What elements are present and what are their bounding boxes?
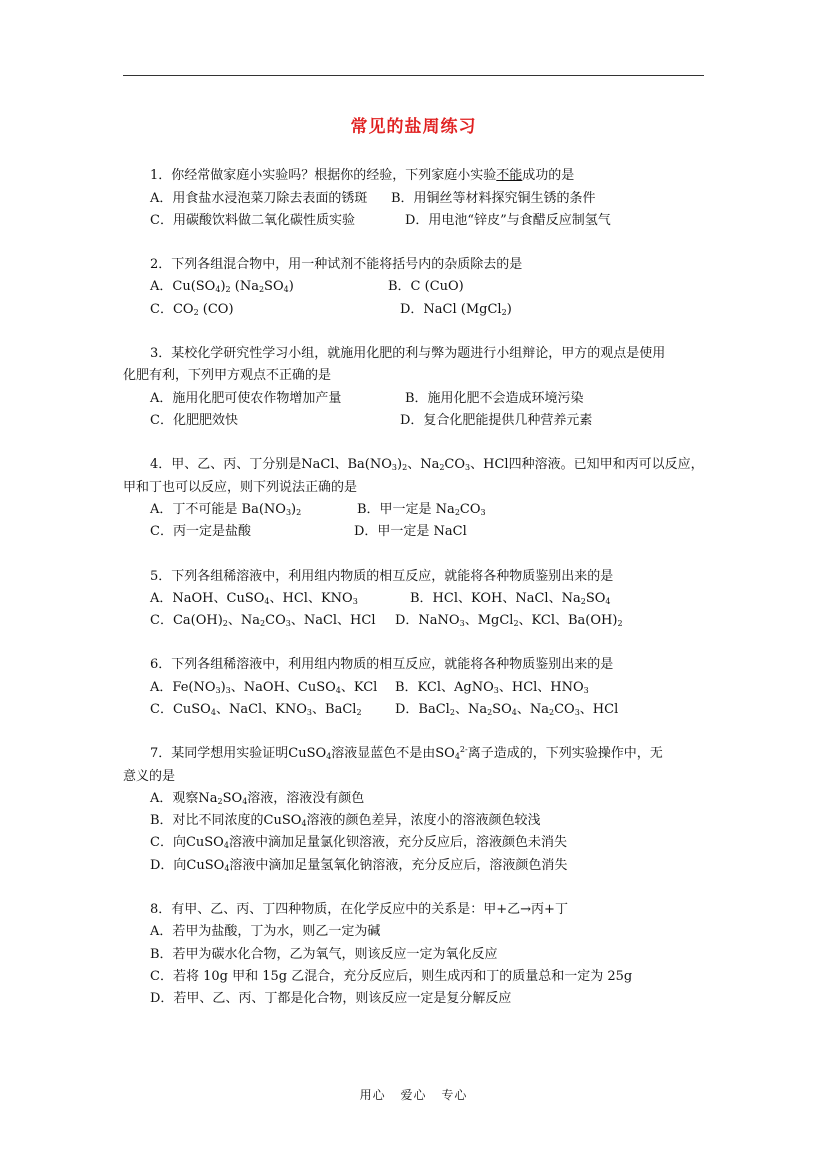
question-4-stem-line-1: 4．甲、乙、丙、丁分别是NaCl、$Ba(NO_3)_2$、$Na_2CO_3$、HCl四种溶液。已知甲和丙可以反应，	[150, 457, 704, 472]
question-4-option-c: C．丙一定是盐酸	[150, 524, 251, 539]
question-4-option-b: B．甲一定是 $Na_2CO_3$	[357, 502, 486, 517]
question-6-option-b: B．KCl、AgNO$_3$、HCl、$HNO_3$	[395, 680, 589, 695]
question-2-option-b: B．C (CuO)	[388, 279, 464, 294]
question-6-option-a: A．$Fe(NO_3)_3$、NaOH、CuSO$_4$、KCl	[150, 680, 378, 695]
footer-word: 专心	[441, 1088, 468, 1102]
question-7-stem-line-1: 7．某同学想用实验证明CuSO$_4$溶液显蓝色不是由$SO_4^{2-}$离子造成的，下列实验操作中，无	[150, 745, 663, 761]
question-3-stem-line-2: 化肥有利，下列甲方观点不正确的是	[123, 368, 332, 383]
header-rule	[123, 75, 704, 76]
question-5-option-d: D．NaNO$_3$、MgCl$_2$、KCl、$Ba(OH)_2$	[395, 613, 623, 628]
question-6-option-c: C．CuSO$_4$、NaCl、$KNO_3$、BaCl$_2$	[150, 702, 362, 717]
question-4-stem-line-2: 甲和丁也可以反应，则下列说法正确的是	[123, 480, 358, 495]
question-5-stem: 5．下列各组稀溶液中，利用组内物质的相互反应，就能将各种物质鉴别出来的是	[150, 569, 614, 584]
question-5-option-b: B．HCl、KOH、NaCl、$Na_2SO_4$	[410, 591, 611, 606]
page-footer	[0, 1086, 827, 1103]
question-3-option-a: A．施用化肥可使农作物增加产量	[150, 391, 342, 406]
question-7-option-c: C．向CuSO$_4$溶液中滴加足量氯化钡溶液，充分反应后，溶液颜色未消失	[150, 835, 567, 850]
question-7-stem-line-2: 意义的是	[123, 769, 176, 784]
question-2-stem: 2．下列各组混合物中，用一种试剂不能将括号内的杂质除去的是	[150, 257, 523, 272]
question-3-option-d: D．复合化肥能提供几种营养元素	[400, 413, 593, 428]
question-6-option-d: D．BaCl$_2$、$Na_2SO_4$、$Na_2CO_3$、HCl	[395, 702, 619, 717]
question-8-option-d: D．若甲、乙、丙、丁都是化合物，则该反应一定是复分解反应	[150, 991, 512, 1006]
footer-word: 爱心	[400, 1088, 427, 1102]
question-4-option-a: A．丁不可能是 $Ba(NO_3)_2$	[150, 502, 302, 517]
question-6-stem: 6．下列各组稀溶液中，利用组内物质的相互反应，就能将各种物质鉴别出来的是	[150, 657, 614, 672]
question-2-option-a: A．$Cu(SO_4)_2$ $(Na_2SO_4)$	[150, 279, 294, 294]
question-8-option-b: B．若甲为碳水化合物，乙为氧气，则该反应一定为氧化反应	[150, 947, 498, 962]
question-3-stem-line-1: 3．某校化学研究性学习小组，就施用化肥的利与弊为题进行小组辩论，甲方的观点是使用	[150, 346, 666, 361]
question-7-option-d: D．向CuSO$_4$溶液中滴加足量氢氧化钠溶液，充分反应后，溶液颜色消失	[150, 858, 568, 873]
question-1-option-d: D．用电池“锌皮”与食醋反应制氢气	[405, 213, 611, 228]
question-5-option-c: C．$Ca(OH)_2$、$Na_2CO_3$、NaCl、HCl	[150, 613, 376, 628]
question-8-stem: 8．有甲、乙、丙、丁四种物质，在化学反应中的关系是：甲+乙→丙+丁	[150, 902, 568, 917]
question-2-option-c: C．$CO_2$ (CO)	[150, 302, 234, 317]
question-5-option-a: A．NaOH、CuSO$_4$、HCl、$KNO_3$	[150, 591, 358, 606]
footer-word: 用心	[359, 1088, 386, 1102]
question-8-option-a: A．若甲为盐酸，丁为水，则乙一定为碱	[150, 924, 381, 939]
question-4-option-d: D．甲一定是 NaCl	[354, 524, 467, 539]
page-title: 常见的盐周练习	[350, 117, 477, 137]
question-1-stem: 1．你经常做家庭小实验吗？根据你的经验，下列家庭小实验不能成功的是	[150, 168, 575, 183]
question-3-option-c: C．化肥肥效快	[150, 413, 238, 428]
question-1-option-b: B．用铜丝等材料探究铜生锈的条件	[391, 191, 596, 206]
question-1-option-c: C．用碳酸饮料做二氧化碳性质实验	[150, 213, 355, 228]
question-2-option-d: D．NaCl (MgCl$_2$)	[400, 302, 512, 317]
question-7-option-a: A．观察$Na_2SO_4$溶液，溶液没有颜色	[150, 791, 365, 806]
question-8-option-c: C．若将 10g 甲和 15g 乙混合，充分反应后，则生成丙和丁的质量总和一定为 25g	[150, 969, 633, 984]
question-1-option-a: A．用食盐水浸泡菜刀除去表面的锈斑	[150, 191, 368, 206]
question-3-option-b: B．施用化肥不会造成环境污染	[405, 391, 584, 406]
question-7-option-b: B．对比不同浓度的CuSO$_4$溶液的颜色差异，浓度小的溶液颜色较浅	[150, 813, 541, 828]
